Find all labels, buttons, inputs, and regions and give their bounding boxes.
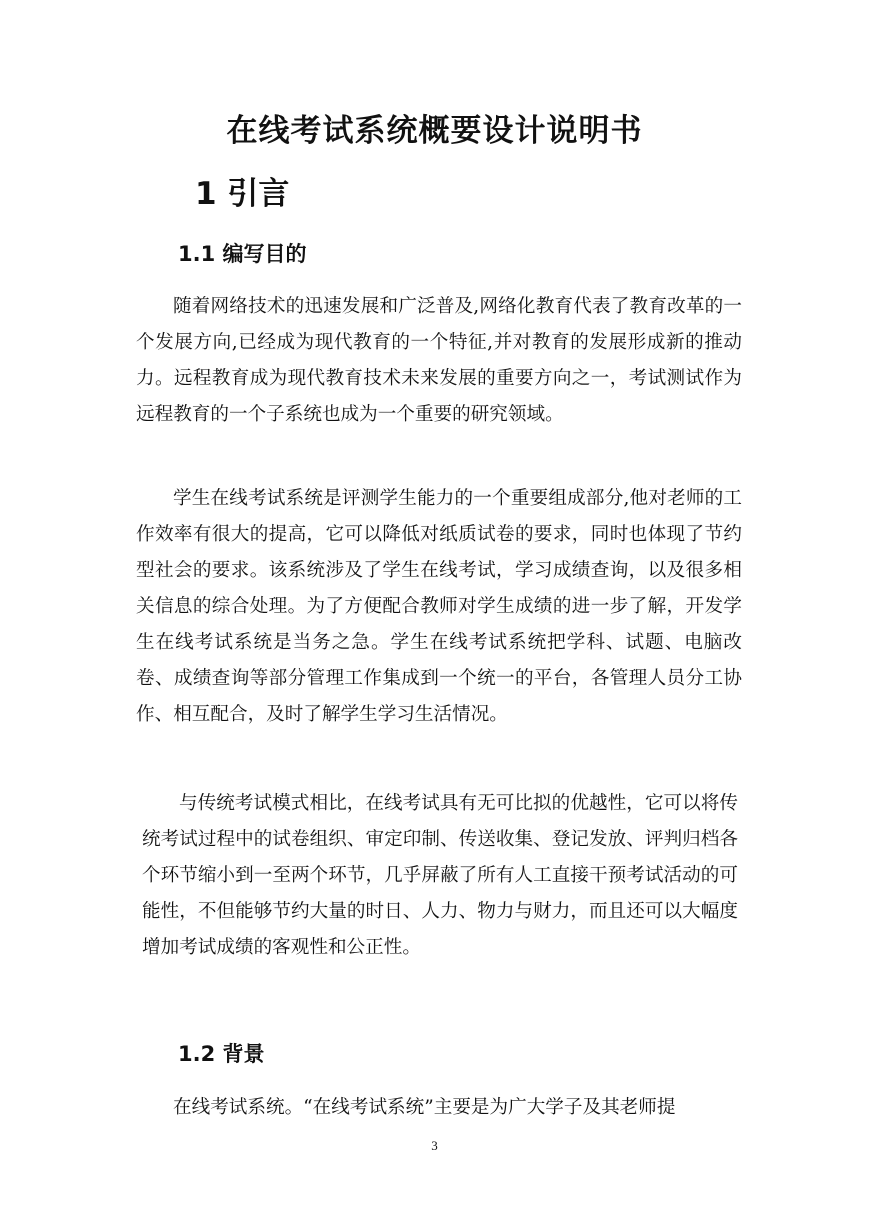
paragraph-background-1: 在线考试系统。“在线考试系统”主要是为广大学子及其老师提 [173, 1097, 676, 1118]
document-title: 在线考试系统概要设计说明书 [226, 113, 643, 149]
heading-introduction: 1 引言 [195, 176, 290, 212]
paragraph-purpose-1: 随着网络技术的迅速发展和广泛普及,网络化教育代表了教育改革的一个发展方向,已经成为现代教育的一个特征,并对教育的发展形成新的推动力。远程教育成为现代教育技术未来发展的重要方向之一，考试测试作为远程教育的一个子系统也成为一个重要的研究领域。 [136, 296, 742, 425]
heading-purpose: 1.1 编写目的 [178, 242, 307, 266]
paragraph-purpose-2: 学生在线考试系统是评测学生能力的一个重要组成部分,他对老师的工作效率有很大的提高，它可以降低对纸质试卷的要求，同时也体现了节约型社会的要求。该系统涉及了学生在线考试，学习成绩查询，以及很多相关信息的综合处理。为了方便配合教师对学生成绩的进一步了解，开发学生在线考试系统是当务之急。学生在线考试系统把学科、试题、电脑改卷、成绩查询等部分管理工作集成到一个统一的平台，各管理人员分工协作、相互配合，及时了解学生学习生活情况。 [136, 488, 742, 725]
heading-background: 1.2 背景 [178, 1042, 265, 1066]
paragraph-purpose-3: 与传统考试模式相比，在线考试具有无可比拟的优越性，它可以将传统考试过程中的试卷组织、审定印制、传送收集、登记发放、评判归档各个环节缩小到一至两个环节，几乎屏蔽了所有人工直接干预考试活动的可能性，不但能够节约大量的时日、人力、物力与财力，而且还可以大幅度增加考试成绩的客观性和公正性。 [142, 793, 738, 958]
page-number: 3 [431, 1138, 438, 1153]
